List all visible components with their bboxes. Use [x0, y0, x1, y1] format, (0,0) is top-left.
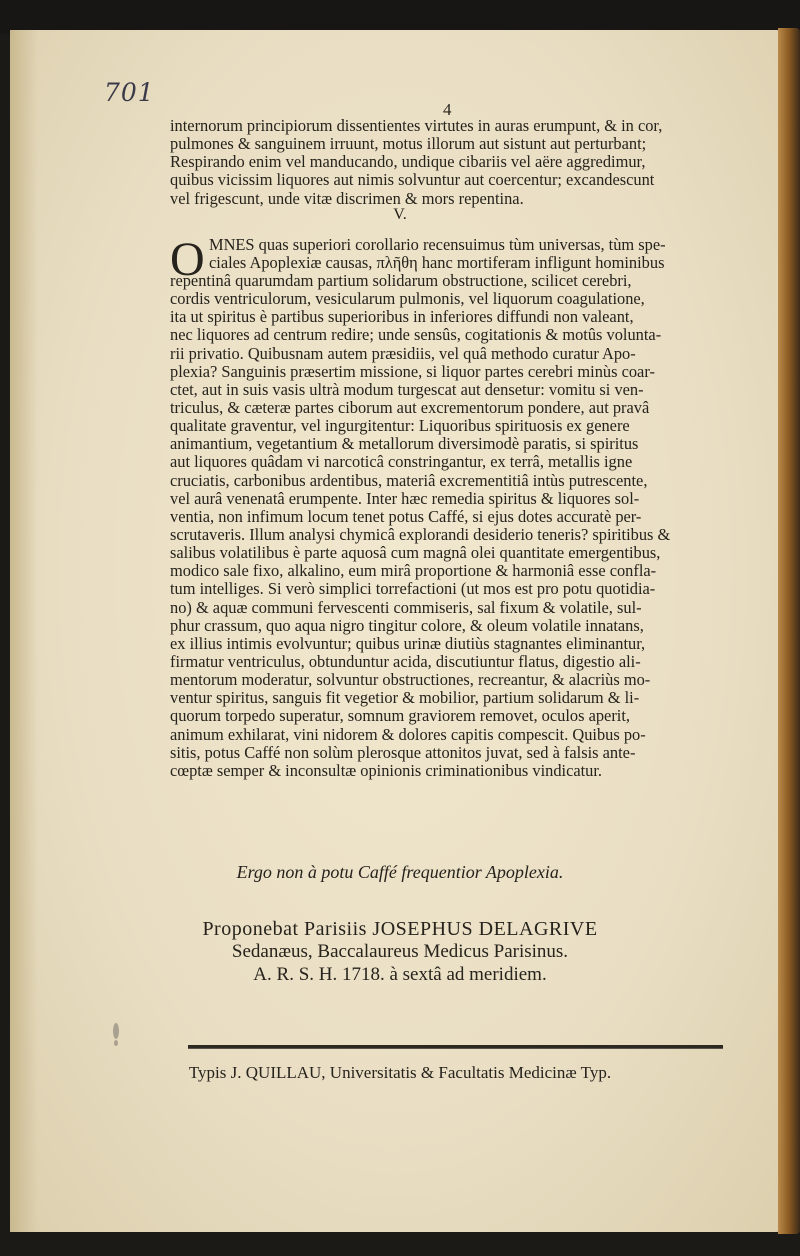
drop-cap: O	[170, 233, 205, 286]
text-line: cruciatis, carbonibus ardentibus, materiâ excrementitiâ intùs putrescente,	[170, 471, 648, 490]
page-number: 4	[443, 100, 452, 119]
imprint-author-line: Proponebat Parisiis JOSEPHUS DELAGRIVE	[202, 918, 598, 940]
text-line: triculus, & cæteræ partes ciborum aut excrementorum pondere, aut pravâ	[170, 398, 650, 417]
text-line: tum intelliges. Si verò simplici torrefactioni (ut mos est pro potu quotidia-	[170, 580, 656, 599]
text-line: ita ut spiritus è partibus superioribus in inferiores diffundi non valeant,	[170, 308, 634, 327]
paragraph-body	[170, 272, 736, 780]
text-line: vel frigescunt, unde vitæ discrimen & mors repentina.	[170, 189, 524, 208]
printer-line: Typis J. QUILLAU, Universitatis & Facultatis Medicinæ Typ.	[188, 1063, 612, 1082]
text-line: cœptæ semper & inconsultæ opinionis criminationibus vindicatur.	[170, 761, 603, 780]
text-line: rii privatio. Quibusnam autem præsidiis, vel quâ methodo curatur Apo-	[170, 344, 636, 363]
text-line: pulmones & sanguinem irruunt, motus illorum aut sistunt aut perturbant;	[170, 135, 647, 154]
paragraph-continuation	[170, 117, 736, 208]
ink-smudge	[114, 1040, 118, 1046]
text-line: scrutaveris. Illum analysi chymicâ explorandi desiderio teneris? spiritibus &	[170, 525, 671, 544]
text-line: sitis, potus Caffé non solùm plerosque attonitos juvat, sed à falsis ante-	[170, 743, 636, 762]
text-line: nec liquores ad centrum redire; unde sensûs, cogitationis & motûs volunta-	[170, 326, 662, 345]
text-line: internorum principiorum dissentientes virtutes in auras erumpunt, & in cor,	[170, 117, 663, 135]
imprint-date-line: A. R. S. H. 1718. à sextâ ad meridiem.	[253, 964, 547, 985]
text-line: salibus volatilibus è parte aquosâ cum magnâ olei quantitate emergentibus,	[170, 544, 661, 563]
text-line: plexia? Sanguinis præsertim missione, si liquor partes cerebri minùs coar-	[170, 362, 655, 381]
text-line: firmatur ventriculus, obtunduntur acida, discutiuntur flatus, digestio ali-	[170, 652, 641, 671]
text-line: ex illius intimis evolvuntur; quibus urinæ diutiùs stagnantes eliminantur,	[170, 634, 646, 653]
conclusion-line: Ergo non à potu Caffé frequentior Apoplexia.	[236, 862, 564, 882]
text-line: vel aurâ venenatâ erumpente. Inter hæc remedia spiritus & liquores sol-	[170, 489, 640, 508]
text-line: quibus vicissim liquores aut nimis solvuntur aut coercentur; excandescunt	[170, 171, 655, 190]
handwritten-page-note: 701	[104, 78, 155, 107]
text-line: no) & aquæ communi fervescenti commiseris, sal fixum & volatile, sul-	[170, 598, 642, 617]
text-line: modico sale fixo, alkalino, eum mirâ proportione & harmoniâ esse confla-	[170, 562, 657, 581]
text-line: MNES quas superiori corollario recensuimus tùm universas, tùm spe-	[209, 236, 666, 254]
section-numeral: V.	[393, 206, 407, 223]
text-line: Respirando enim vel manducando, undique cibariis vel aëre aggredimur,	[170, 153, 646, 172]
text-line: cordis ventriculorum, vesicularum pulmonis, vel liquorum coagulatione,	[170, 290, 645, 309]
text-line: mentorum moderatur, solvuntur obstructiones, recreantur, & alacriùs mo-	[170, 671, 651, 690]
text-line: ventur spiritus, sanguis fit vegetior & mobilior, partium solidarum & li-	[170, 689, 640, 708]
text-line: ventia, non infimum locum tenet potus Caffé, si ejus dotes accuratè per-	[170, 507, 642, 526]
imprint-title-line: Sedanæus, Baccalaureus Medicus Parisinus.	[231, 941, 569, 962]
paragraph-opening-lines	[209, 236, 736, 272]
text-line: ctet, aut in suis vasis ultrà modum turgescat aut densetur: vomitu si ven-	[170, 380, 644, 399]
scanner-background	[0, 0, 800, 34]
text-line: animum exhilarat, vini nidorem & dolores capitis compescit. Quibus po-	[170, 725, 646, 744]
text-line: quorum torpedo superatur, somnum graviorem removet, oculos aperit,	[170, 707, 630, 726]
text-line: aut liquores quâdam vi narcoticâ constringantur, ex terrâ, metallis igne	[170, 453, 633, 472]
ink-smudge	[113, 1023, 119, 1039]
horizontal-rule	[188, 1045, 723, 1049]
text-line: animantium, vegetantium & metallorum diversimodè paratis, si spiritus	[170, 435, 639, 454]
text-line: repentinâ quarumdam partium solidarum obstructione, scilicet cerebri,	[170, 272, 632, 290]
text-line: qualitate graventur, vel ingurgitentur: Liquoribus spirituosis ex genere	[170, 417, 630, 436]
text-line: phur crassum, quo aqua nigro tingitur colore, & oleum volatile innatans,	[170, 616, 644, 635]
text-line: ciales Apoplexiæ causas, πλῆθη hanc mortiferam infligunt hominibus	[209, 254, 665, 273]
